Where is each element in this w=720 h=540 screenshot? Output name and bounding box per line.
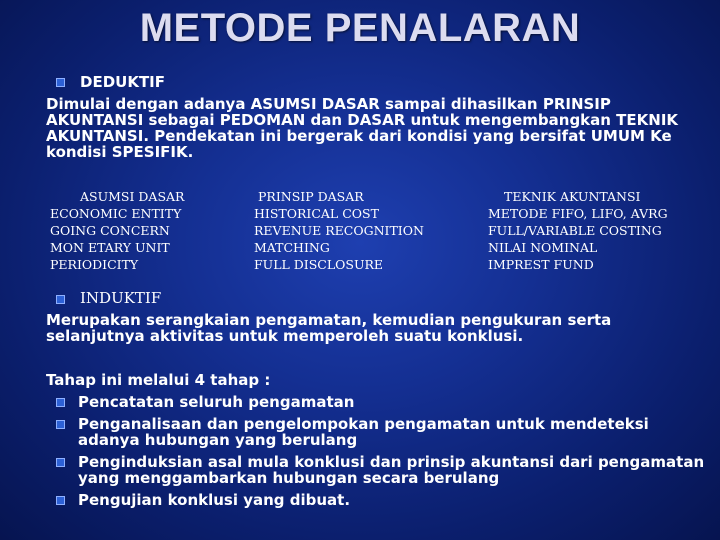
list-item: Penganalisaan dan pengelompokan pengamatan untuk mendeteksi adanya hubungan yang berulang: [78, 415, 649, 449]
list-item: PERIODICITY: [50, 257, 139, 272]
deduktif-heading: DEDUKTIF: [80, 73, 166, 91]
list-item: MON ETARY UNIT: [50, 240, 170, 255]
square-bullet-icon: [56, 496, 65, 505]
induktif-heading: INDUKTIF: [80, 289, 162, 307]
steps-intro: Tahap ini melalui 4 tahap :: [46, 371, 271, 389]
column-header: ASUMSI DASAR: [80, 189, 185, 204]
column-header: PRINSIP DASAR: [258, 189, 364, 204]
table-column-asumsi: [50, 188, 184, 273]
square-bullet-icon: [56, 398, 65, 407]
list-item: NILAI NOMINAL: [488, 240, 598, 255]
list-item: IMPREST FUND: [488, 257, 594, 272]
square-bullet-icon: [56, 458, 65, 467]
list-item: HISTORICAL COST: [254, 206, 379, 221]
list-item: Pengujian konklusi yang dibuat.: [78, 491, 351, 509]
list-item: REVENUE RECOGNITION: [254, 223, 424, 238]
table-column-teknik: [488, 188, 668, 273]
list-item: GOING CONCERN: [50, 223, 170, 238]
list-item: ECONOMIC ENTITY: [50, 206, 182, 221]
list-item: Penginduksian asal mula konklusi dan prinsip akuntansi dari pengamatan yang menggambarkan hubungan secara berulang: [78, 453, 705, 487]
deduktif-paragraph: Dimulai dengan adanya ASUMSI DASAR sampai dihasilkan PRINSIP AKUNTANSI sebagai PEDOMAN dan DASAR untuk mengembangkan TEKNIK AKUNTANSI. Pendekatan ini bergerak dari kondisi yang bersifat UMUM Ke kondisi SPESIFIK.: [46, 95, 679, 161]
table-column-prinsip: [254, 188, 424, 273]
column-header: TEKNIK AKUNTANSI: [504, 189, 641, 204]
induktif-paragraph: Merupakan serangkaian pengamatan, kemudian pengukuran serta selanjutnya aktivitas untuk memperoleh suatu konklusi.: [46, 311, 612, 345]
list-item: METODE FIFO, LIFO, AVRG: [488, 206, 668, 221]
list-item: Pencatatan seluruh pengamatan: [78, 393, 355, 411]
square-bullet-icon: [56, 420, 65, 429]
list-item: FULL/VARIABLE COSTING: [488, 223, 662, 238]
square-bullet-icon: [56, 295, 65, 304]
page-title: METODE PENALARAN: [139, 6, 581, 50]
list-item: FULL DISCLOSURE: [254, 257, 384, 272]
square-bullet-icon: [56, 78, 65, 87]
list-item: MATCHING: [254, 240, 330, 255]
